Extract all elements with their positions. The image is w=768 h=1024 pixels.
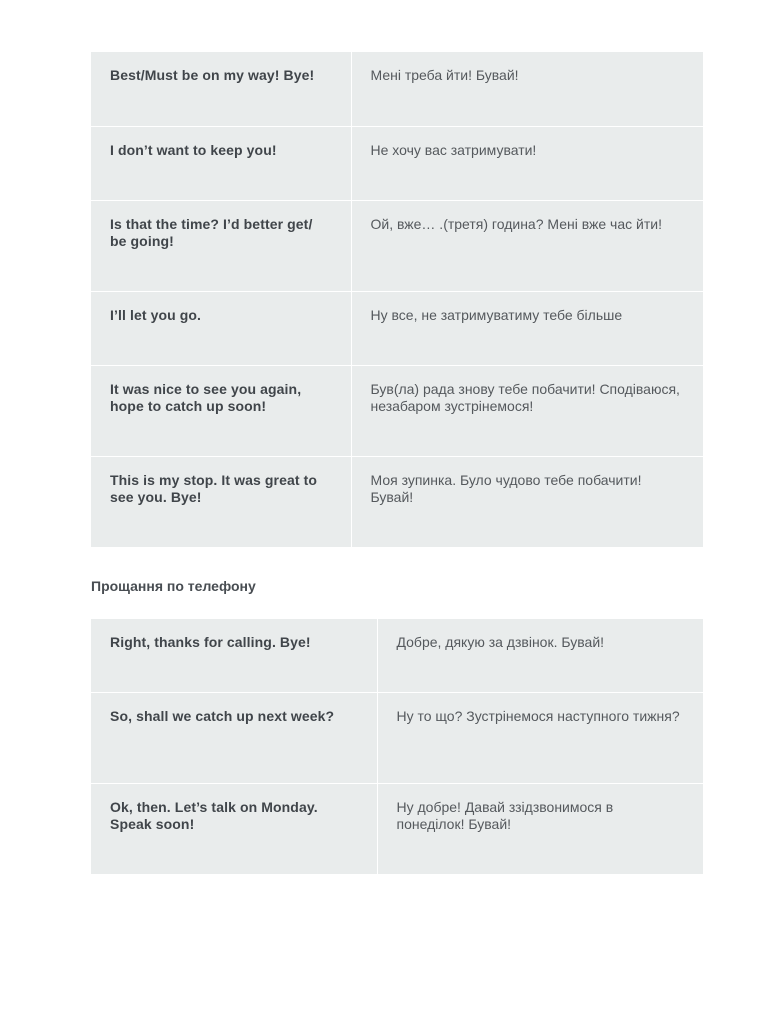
ukrainian-translation: Добре, дякую за дзвінок. Бувай! xyxy=(396,634,605,650)
ukrainian-translation: Мені треба йти! Бувай! xyxy=(370,67,519,83)
ukrainian-translation: Ну все, не затримуватиму тебе більше xyxy=(351,291,703,365)
english-phrase: I’ll let you go. xyxy=(91,291,351,365)
ukrainian-translation: Ну добре! Давай ззідзвонимося в понеділок! Бувай! xyxy=(377,783,703,874)
phrase-table-goodbyes xyxy=(91,52,703,547)
table-row xyxy=(91,291,703,365)
table-row xyxy=(91,52,703,126)
english-phrase: Right, thanks for calling. Bye! xyxy=(91,619,377,692)
section-heading-phone: Прощання по телефону xyxy=(91,578,256,594)
table-row xyxy=(91,126,703,200)
english-phrase: So, shall we catch up next week? xyxy=(91,692,377,783)
english-phrase: Is that the time? I’d better get/ be going! xyxy=(91,200,351,291)
ukrainian-translation: Ну то що? Зустрінемося наступного тижня? xyxy=(377,692,703,783)
table-row xyxy=(91,456,703,547)
table-row xyxy=(91,692,703,783)
table-row xyxy=(91,200,703,291)
english-phrase: This is my stop. It was great to see you. Bye! xyxy=(91,456,351,547)
english-phrase: Ok, then. Let’s talk on Monday. Speak soon! xyxy=(91,783,377,874)
english-phrase: Best/Must be on my way! Bye! xyxy=(91,52,351,126)
table-row xyxy=(91,619,703,692)
ukrainian-translation: Був(ла) рада знову тебе побачити! Сподіваюся, незабаром зустрінемося! xyxy=(351,365,703,456)
table-row xyxy=(91,783,703,874)
english-phrase: I don’t want to keep you! xyxy=(91,126,351,200)
ukrainian-translation: Моя зупинка. Було чудово тебе побачити! Бувай! xyxy=(351,456,703,547)
ukrainian-translation: Ой, вже… .(третя) година? Мені вже час йти! xyxy=(351,200,703,291)
english-phrase: It was nice to see you again, hope to catch up soon! xyxy=(91,365,351,456)
phrase-table-phone-goodbyes xyxy=(91,619,703,874)
table-row xyxy=(91,365,703,456)
ukrainian-translation: Не хочу вас затримувати! xyxy=(351,126,703,200)
